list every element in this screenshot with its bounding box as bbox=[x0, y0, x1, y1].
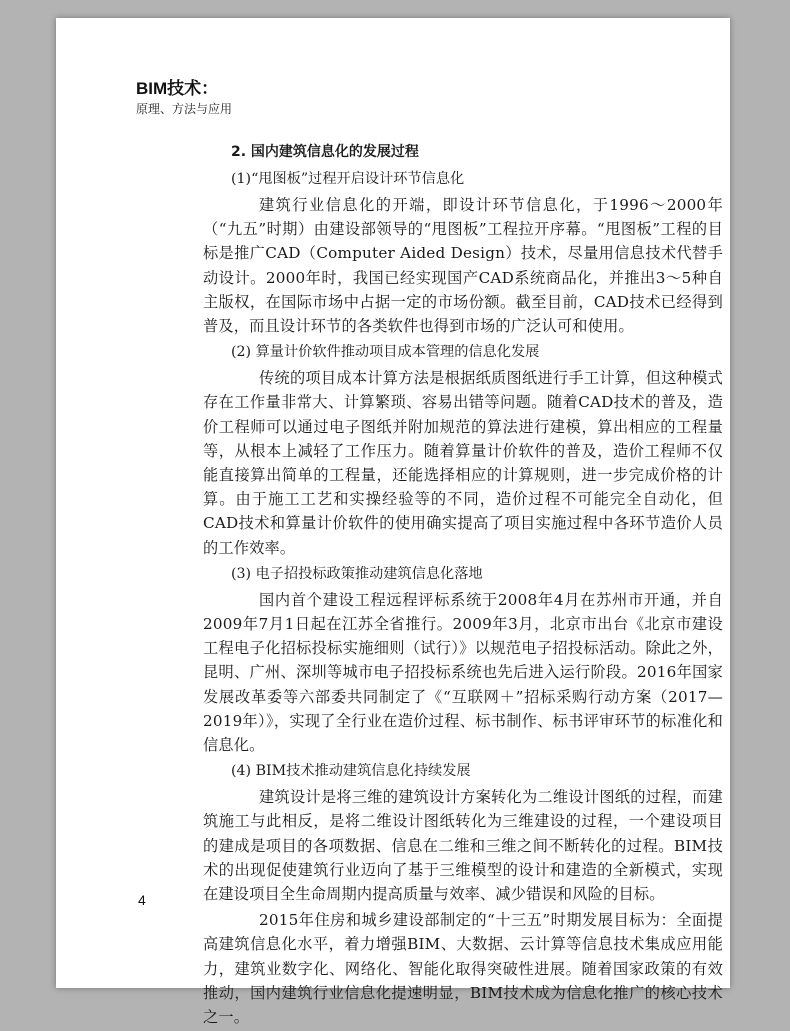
book-title: BIM技术： bbox=[136, 79, 219, 98]
section-title: 2. 国内建筑信息化的发展过程 bbox=[231, 144, 419, 160]
paragraph: 建筑行业信息化的开端，即设计环节信息化，于1996～2000年（“九五”时期）由建设部领导的“甩图板”工程拉开序幕。“甩图板”工程的目标是推广CAD（Computer Aided Design）技术，尽量用信息技术代替手动设计。2000年时，我国已经实现国产CAD系统商品化，并推出3～5种自主版权，在国际市场中占据一定的市场份额。截至目前，CAD技术已经得到普及，而且设计环节的各类软件也得到市场的广泛认可和使用。 bbox=[203, 196, 723, 336]
paragraph: 传统的项目成本计算方法是根据纸质图纸进行手工计算，但这种模式存在工作量非常大、计算繁琐、容易出错等问题。随着CAD技术的普及，造价工程师可以通过电子图纸并附加规范的算法进行建模，算出相应的工程量等，从根本上减轻了工作压力。随着算量计价软件的普及，造价工程师不仅能直接算出简单的工程量，还能选择相应的计算规则，进一步完成价格的计算。由于施工工艺和实操经验等的不同，造价过程不可能完全自动化，但CAD技术和算量计价软件的使用确实提高了项目实施过程中各环节造价人员的工作效率。 bbox=[203, 369, 723, 557]
subsection-heading: (3) 电子招投标政策推动建筑信息化落地 bbox=[231, 565, 483, 582]
running-head bbox=[136, 78, 232, 118]
subsection-heading: (4) BIM技术推动建筑信息化持续发展 bbox=[231, 763, 471, 780]
paragraph: 建筑设计是将三维的建筑设计方案转化为二维设计图纸的过程，而建筑施工与此相反，是将二维设计图纸转化为三维建设的过程，一个建设项目的建成是项目的各项数据、信息在二维和三维之间不断转化的过程。BIM技术的出现促使建筑行业迈向了基于三维模型的设计和建造的全新模式，实现在建设项目全生命周期内提高质量与效率、减少错误和风险的目标。 bbox=[203, 788, 723, 904]
subsection-heading: (1)“甩图板”过程开启设计环节信息化 bbox=[231, 171, 465, 187]
page-number: 4 bbox=[138, 892, 146, 908]
paragraph: 2015年住房和城乡建设部制定的“十三五”时期发展目标为：全面提高建筑信息化水平，着力增强BIM、大数据、云计算等信息技术集成应用能力，建筑业数字化、网络化、智能化取得突破性进展。随着国家政策的有效推动，国内建筑行业信息化提速明显，BIM技术成为信息化推广的核心技术之一。 bbox=[203, 911, 723, 1027]
book-page bbox=[56, 18, 730, 1027]
paragraph: 国内首个建设工程远程评标系统于2008年4月在苏州市开通，并自2009年7月1日起在江苏全省推行。2009年3月，北京市出台《北京市建设工程电子化招标投标实施细则（试行）》以规范电子招投标活动。除此之外，昆明、广州、深圳等城市电子招投标系统也先后进入运行阶段。2016年国家发展改革委等六部委共同制定了《“互联网＋”招标采购行动方案（2017—2019年）》，实现了全行业在造价过程、标书制作、标书评审环节的标准化和信息化。 bbox=[203, 590, 723, 755]
subsection-heading: (2) 算量计价软件推动项目成本管理的信息化发展 bbox=[231, 344, 540, 361]
book-subtitle: 原理、方法与应用 bbox=[136, 102, 233, 116]
page-body bbox=[175, 140, 723, 1031]
